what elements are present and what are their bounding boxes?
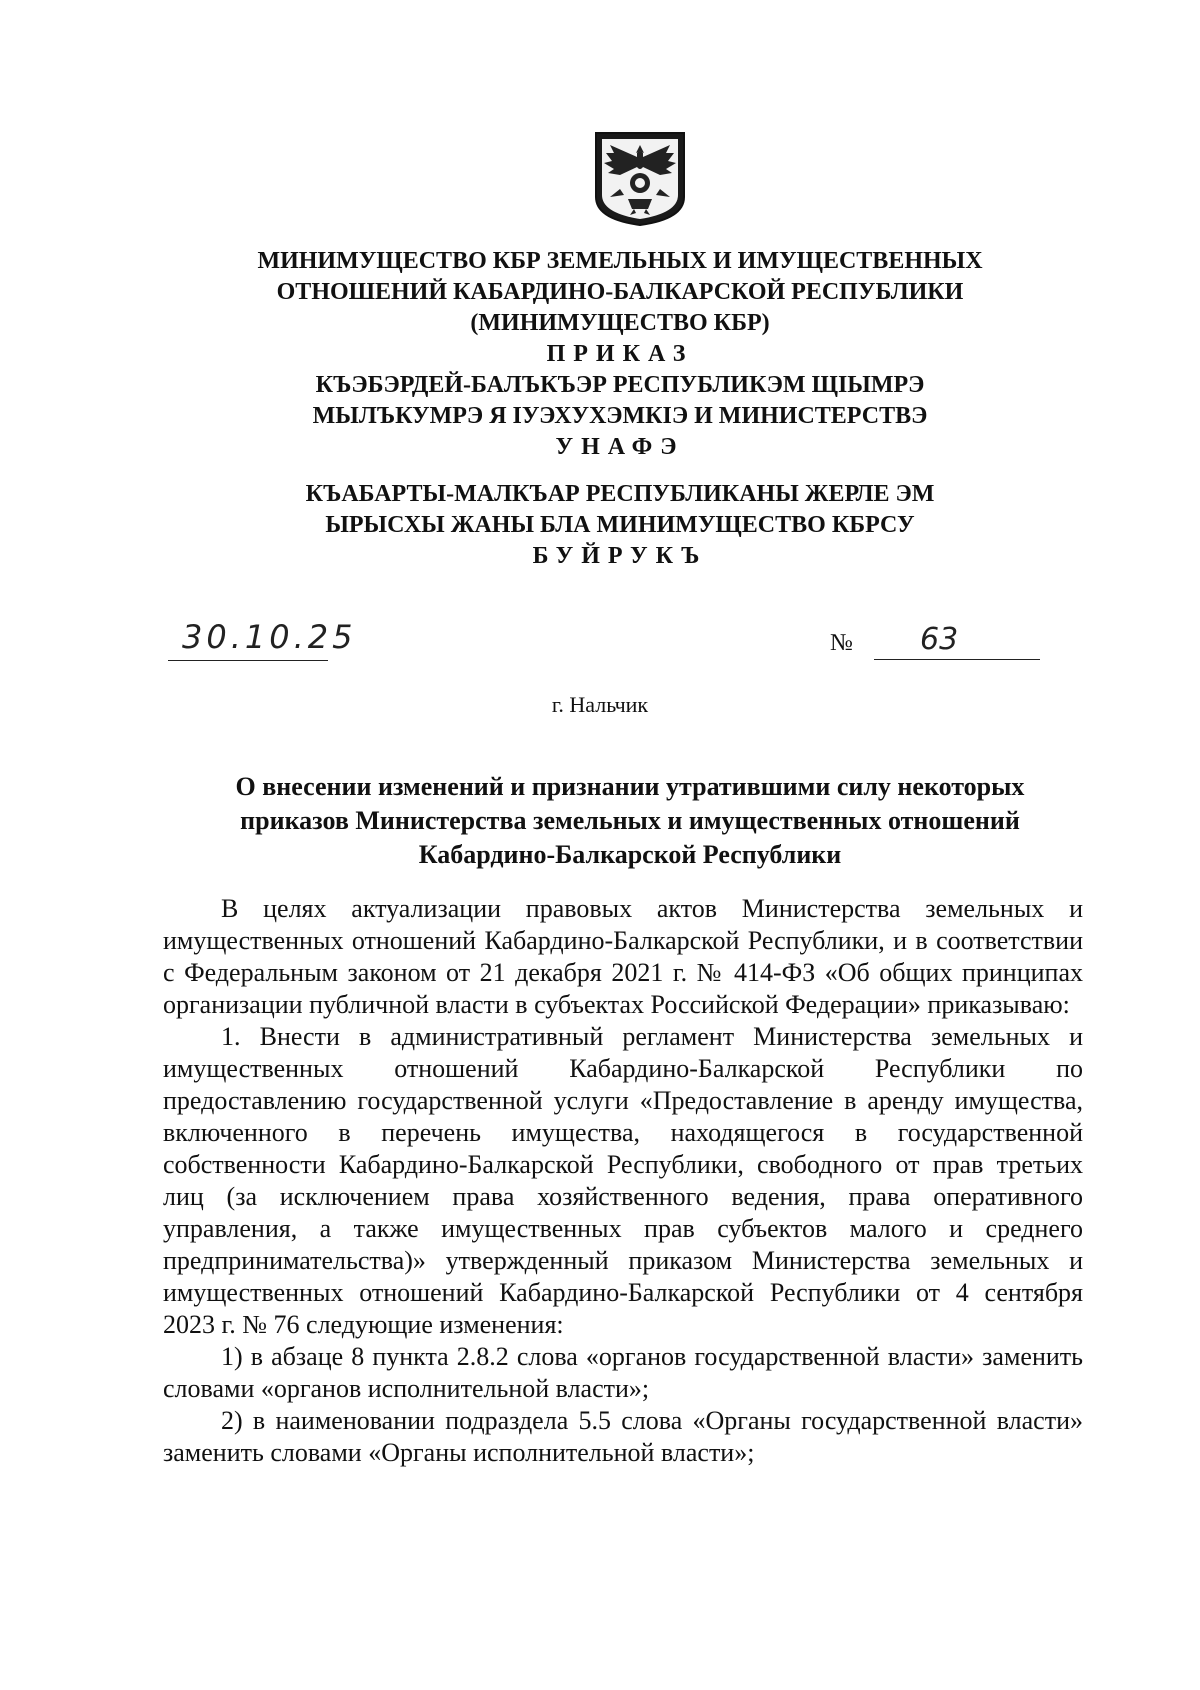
date-underline	[168, 660, 328, 661]
header-line: ЫРЫСХЫ ЖАНЫ БЛА МИНИМУЩЕСТВО КБРСУ	[325, 512, 915, 538]
title-line: О внесении изменений и признании утратившими силу некоторых	[235, 772, 1025, 801]
item-1-1-paragraph: 1) в абзаце 8 пункта 2.8.2 слова «органов государственной власти» заменить словами «органов исполнительной власти»;	[163, 1342, 1083, 1403]
number-underline	[874, 659, 1040, 660]
handwritten-date: 30.10.25	[182, 618, 357, 656]
header-line: МИНИМУЩЕСТВО КБР ЗЕМЕЛЬНЫХ И ИМУЩЕСТВЕННЫХ	[257, 248, 983, 274]
document-title	[190, 770, 1070, 872]
document-body	[163, 893, 1083, 1469]
header-line: КЪАБАРТЫ-МАЛКЪАР РЕСПУБЛИКАНЫ ЖЕРЛЕ ЭМ	[305, 481, 935, 507]
document-number	[830, 622, 1040, 662]
number-label: №	[830, 630, 853, 656]
title-line: Кабардино-Балкарской Республики	[418, 840, 842, 869]
item-1-2-paragraph: 2) в наименовании подраздела 5.5 слова «Органы государственной власти» заменить словами «Органы исполнительной власти»;	[163, 1406, 1083, 1467]
header-line: КЪЭБЭРДЕЙ-БАЛЪКЪЭР РЕСПУБЛИКЭМ ЩIЫМРЭ	[315, 372, 925, 398]
doc-type-balkar: БУЙРУКЪ	[532, 543, 708, 569]
coat-of-arms-emblem	[590, 127, 690, 228]
header-line: МЫЛЪКУМРЭ Я IУЭХУХЭМКIЭ И МИНИСТЕРСТВЭ	[312, 403, 928, 429]
item-1-paragraph: 1. Внести в административный регламент Министерства земельных и имущественных отношений Кабардино-Балкарской Республики по предоставлению государственной услуги «Предоставление в аренду имущества, включенного в перечень имущества, находящегося в государственной собственности Кабардино-Балкарской Республики, свободного от прав третьих лиц (за исключением права хозяйственного ведения, права оперативного управления, а также имущественных прав субъектов малого и среднего предпринимательства)» утвержденный приказом Министерства земельных и имущественных отношений Кабардино-Балкарской Республики от 4 сентября 2023 г. № 76 следующие изменения:	[163, 1022, 1083, 1339]
header-kabardian	[200, 370, 1040, 463]
header-russian	[200, 246, 1040, 370]
header-balkar	[200, 479, 1040, 572]
doc-type-kabardian: УНАФЭ	[555, 434, 685, 460]
doc-type-russian: ПРИКАЗ	[546, 341, 694, 367]
header-line: (МИНИМУЩЕСТВО КБР)	[470, 310, 770, 336]
preamble-paragraph: В целях актуализации правовых актов Министерства земельных и имущественных отношений Кабардино-Балкарской Республики, и в соответствии с Федеральным законом от 21 декабря 2021 г. № 414-ФЗ «Об общих принципах организации публичной власти в субъектах Российской Федерации» приказываю:	[163, 894, 1083, 1019]
document-date	[168, 618, 357, 662]
city-name: г. Нальчик	[551, 692, 649, 717]
title-line: приказов Министерства земельных и имущественных отношений	[240, 806, 1020, 835]
header-line: ОТНОШЕНИЙ КАБАРДИНО-БАЛКАРСКОЙ РЕСПУБЛИКИ	[276, 279, 964, 305]
handwritten-number: 63	[920, 622, 959, 657]
